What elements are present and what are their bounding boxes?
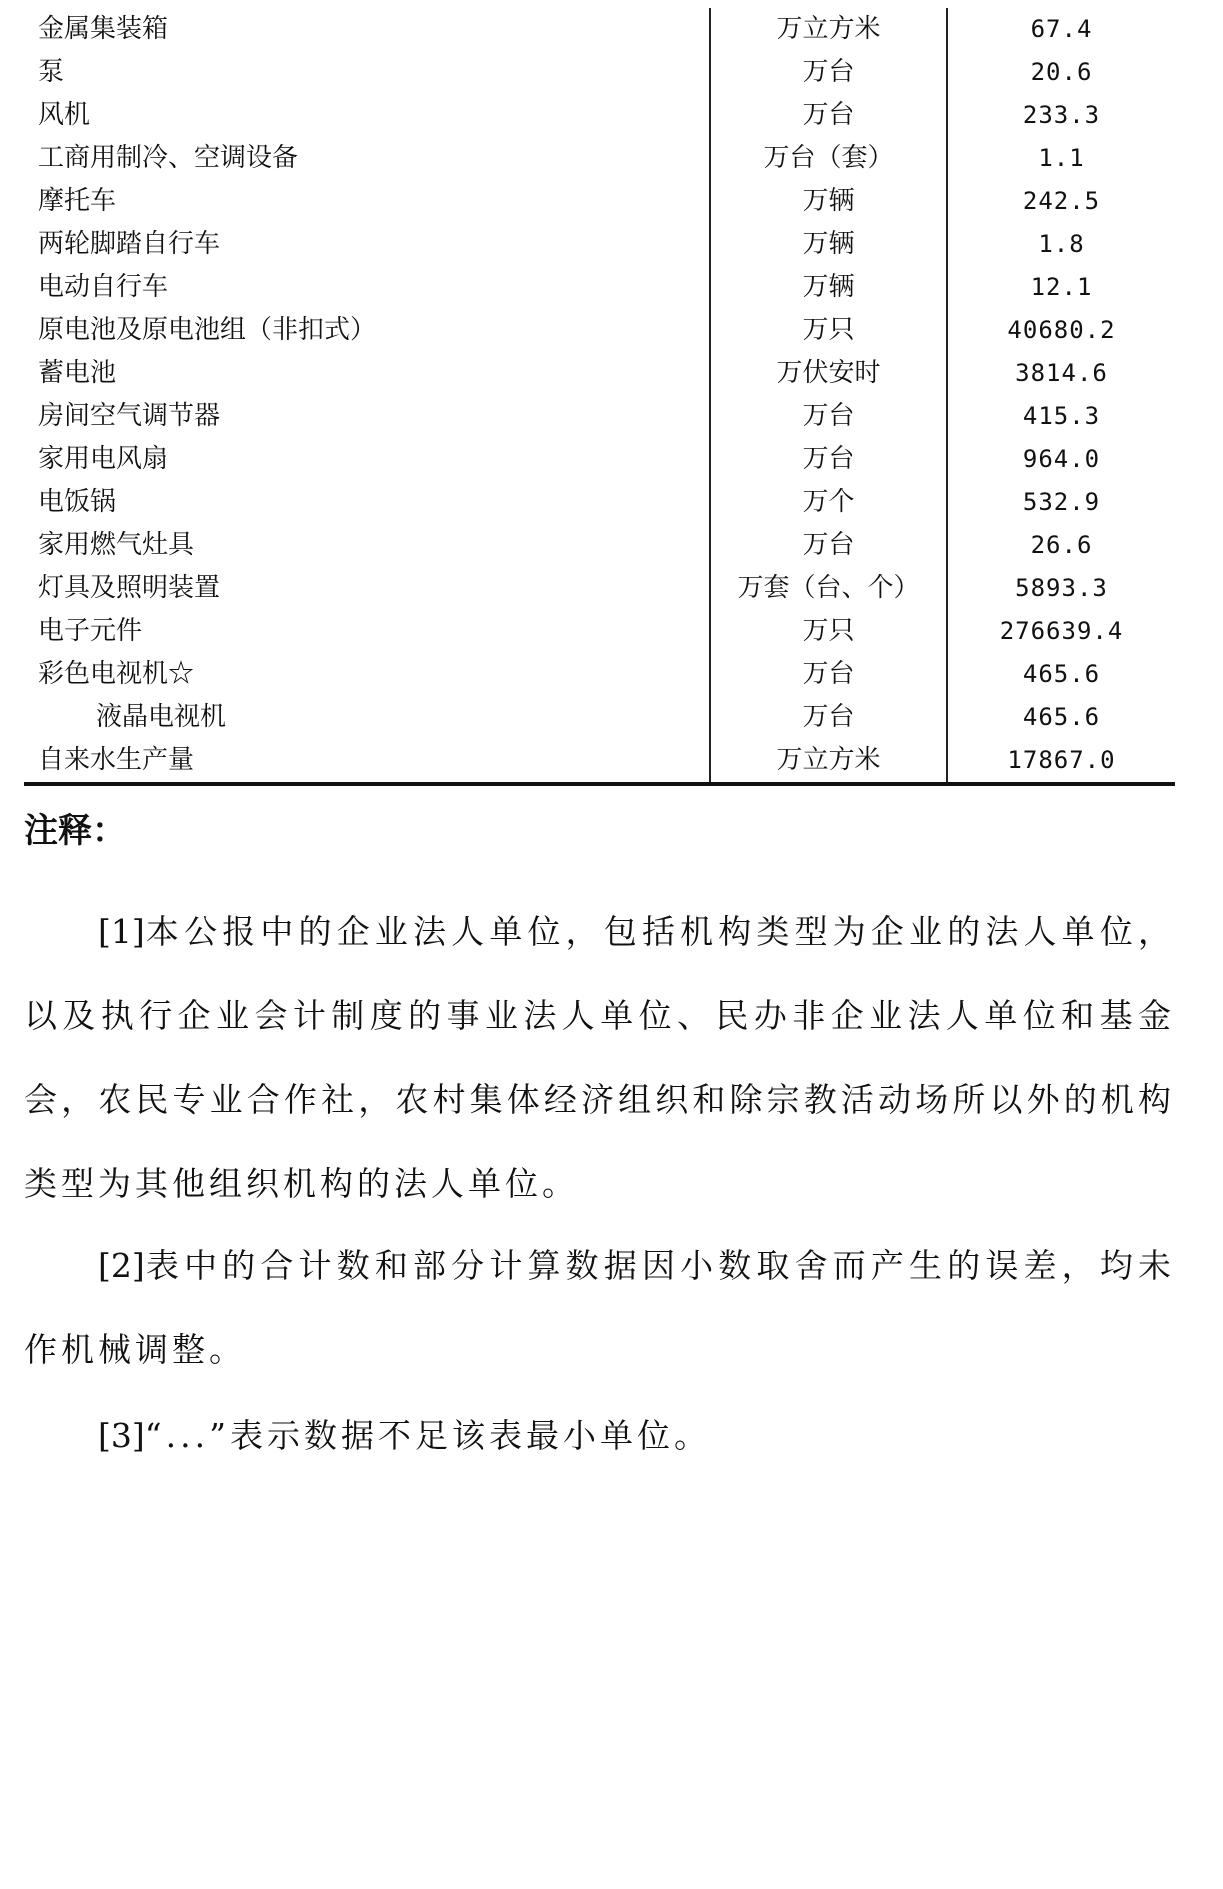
note-paragraph	[24, 1224, 1175, 1392]
table-row	[24, 567, 1175, 610]
product-name: 房间空气调节器	[38, 401, 221, 431]
product-value: 20.6	[1030, 58, 1093, 86]
product-unit: 万个	[710, 481, 947, 524]
product-unit: 万台	[710, 653, 947, 696]
product-value: 465.6	[1022, 660, 1101, 688]
table-row	[24, 395, 1175, 438]
product-unit: 万辆	[710, 223, 947, 266]
product-name: 原电池及原电池组（非扣式）	[38, 315, 377, 345]
product-name: 电饭锅	[38, 487, 117, 517]
product-name-subitem: 液晶电视机	[96, 702, 227, 732]
table-row	[24, 94, 1175, 137]
table-row	[24, 739, 1175, 784]
table-row	[24, 309, 1175, 352]
product-output-table	[24, 8, 1175, 786]
table-row	[24, 481, 1175, 524]
product-unit: 万只	[710, 610, 947, 653]
product-unit: 万台	[710, 395, 947, 438]
product-name: 电动自行车	[38, 272, 169, 302]
note-paragraph	[24, 890, 1175, 1226]
product-unit: 万只	[710, 309, 947, 352]
table-row	[24, 51, 1175, 94]
product-value: 242.5	[1022, 187, 1101, 215]
note-text: 表中的合计数和部分计算数据因小数取舍而产生的误差，均未作机械调整。	[24, 1246, 1175, 1369]
product-value: 415.3	[1022, 402, 1101, 430]
product-name: 彩色电视机☆	[38, 659, 195, 689]
table-row	[24, 653, 1175, 696]
product-name: 金属集装箱	[38, 14, 169, 44]
product-name: 工商用制冷、空调设备	[38, 143, 299, 173]
product-name: 蓄电池	[38, 358, 117, 388]
table-row	[24, 8, 1175, 51]
note-text: 本公报中的企业法人单位，包括机构类型为企业的法人单位，以及执行企业会计制度的事业法人单位、民办非企业法人单位和基金会，农民专业合作社，农村集体经济组织和除宗教活动场所以外的机构类型为其他组织机构的法人单位。	[24, 912, 1175, 1203]
note-paragraph	[24, 1394, 1175, 1478]
product-name: 自来水生产量	[24, 739, 710, 784]
product-unit: 万台	[710, 94, 947, 137]
table-row	[24, 696, 1175, 739]
product-name: 灯具及照明装置	[38, 573, 221, 603]
table-row	[24, 352, 1175, 395]
product-name: 电子元件	[38, 616, 143, 646]
product-unit: 万台（套）	[710, 137, 947, 180]
product-value: 67.4	[1030, 15, 1093, 43]
product-unit: 万辆	[710, 180, 947, 223]
table-row	[24, 266, 1175, 309]
table-row	[24, 180, 1175, 223]
product-value: 12.1	[1030, 273, 1093, 301]
product-unit: 万立方米	[710, 8, 947, 51]
note-ref: [3]	[98, 1416, 145, 1455]
product-value: 1.1	[1038, 144, 1085, 172]
product-name: 摩托车	[38, 186, 117, 216]
product-value: 17867.0	[947, 739, 1175, 784]
product-value: 465.6	[1022, 703, 1101, 731]
notes-heading: 注释：	[24, 811, 126, 851]
product-value: 964.0	[1022, 445, 1101, 473]
product-name: 泵	[38, 57, 65, 87]
table-row	[24, 137, 1175, 180]
product-name: 风机	[38, 100, 91, 130]
table-row	[24, 610, 1175, 653]
product-unit: 万辆	[710, 266, 947, 309]
table-row	[24, 524, 1175, 567]
table-row	[24, 223, 1175, 266]
product-value: 1.8	[1038, 230, 1085, 258]
product-unit: 万台	[710, 438, 947, 481]
product-value: 532.9	[1022, 488, 1101, 516]
product-value: 233.3	[1022, 101, 1101, 129]
product-name: 家用电风扇	[38, 444, 169, 474]
product-value: 40680.2	[1007, 316, 1116, 344]
table-row	[24, 438, 1175, 481]
note-text: “...”表示数据不足该表最小单位。	[144, 1416, 711, 1455]
product-unit: 万伏安时	[710, 352, 947, 395]
product-unit: 万套（台、个）	[710, 567, 947, 610]
product-value: 26.6	[1030, 531, 1093, 559]
note-ref: [2]	[98, 1246, 145, 1285]
product-unit: 万立方米	[710, 739, 947, 784]
product-unit: 万台	[710, 696, 947, 739]
product-name: 家用燃气灶具	[38, 530, 195, 560]
product-name: 两轮脚踏自行车	[38, 229, 221, 259]
product-value: 3814.6	[1015, 359, 1108, 387]
product-unit: 万台	[710, 51, 947, 94]
product-unit: 万台	[710, 524, 947, 567]
product-value: 276639.4	[999, 617, 1124, 645]
note-ref: [1]	[98, 912, 145, 951]
product-value: 5893.3	[1015, 574, 1108, 602]
